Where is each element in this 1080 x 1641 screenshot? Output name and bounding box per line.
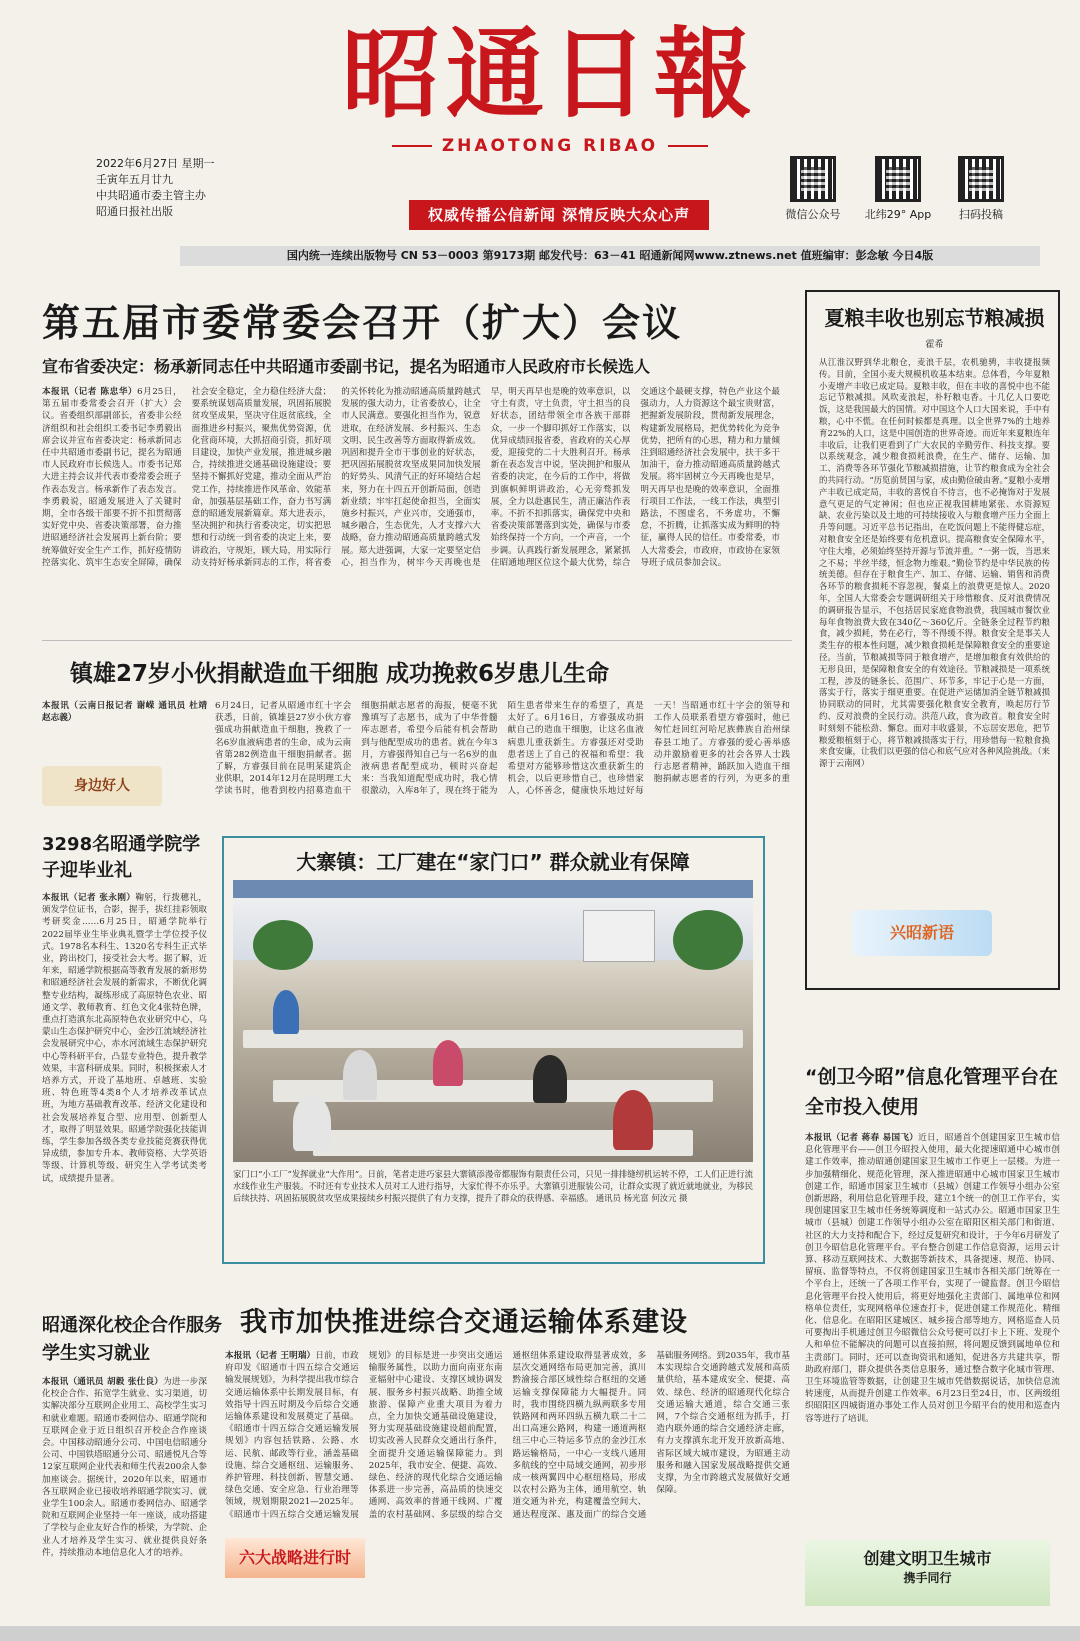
photo-caption: 家门口“小工厂”发挥就业“大作用”。日前，笔者走进巧家县大寨镇添漫帝都服饰有限责任公司，只见一排排缝纫机运转不停，工人们正进行流水线作业生产服装。不时还有专业技术人员对工人进行指导，大家忙得不亦乐乎。大寨镇引进服装公司，让群众实现了就近就地就业，为移民后续扶持、巩固拓展脱贫攻坚成果接续乡村振兴提供了有力支撑，提升了群众的获得感、幸福感。 通讯员 杨光富 何汝元 摄	[233, 1169, 753, 1204]
college-body	[42, 892, 207, 1232]
qr-label: 北纬29° App	[864, 208, 932, 221]
lead-body	[42, 386, 780, 626]
photo-worker	[613, 1090, 653, 1150]
lead-headline: 第五届市委常委会召开（扩大）会议	[42, 301, 683, 345]
platform-text: 近日，昭通首个创建国家卫生城市信息化管理平台——创卫今昭投入使用，最大化提速昭通中心城市创建工作效率，推动昭通创建国家卫生城市工作更上一层楼。为进一步加强精细化、规范化管理，深入推进昭通中心城市国家卫生城市创建工作，昭通市国家卫生城市（县城）创建工作领导小组办公室创新思路，利用信息化管理手段，建立1个统一的创卫工作平台，实现创建国家卫生城市任务统筹调度和一站式办公。昭通市国家卫生城市（县城）创建工作领导小组办公室在昭阳区相关部门和街道、社区的大力支持和配合下，经过反复研究和设计，于今年6月研发了创卫今昭信息化管理平台。平台整合创建工作信息资源，运用云计算、移动互联网技术、大数据等新技术，具备提速、规范、协同、留痕、监督等特点，不仅将创建国家卫生城市各相关部门统筹在一个平台上，还统一了各项工作平台，实现了一键监督。创卫今昭信息化管理平台投入使用后，将更好地强化主责部门、属地单位和网格单位责任，实现网格单位速查打卡，促进创建工作规范化、精细化、信息化。在昭阳区建城区、城乡接合部等地方，网格巡查人员可要掏出手机通过创卫今昭微信公众号便可以打卡上下班、发现个人和单位不能解决的问题可以直接拍照，将问题反馈到属地单位和主责部门。同时，还可以查询资讯和通知，促进各方共建共享，帮助政府部门，群众提供各类信息服务，通过整合数字化城市管理、卫生环境监管等数据，让创建卫生城市凭借数据说话，加快信息流转速度，从而提升创建工作效率。6月23日至24日，市、区两级组织昭阳区四城街道办事处工作人员对创卫今昭平台的使用和巡查内容等进行了培训。	[805, 1133, 1060, 1424]
platform-headline: “创卫今昭”信息化管理平台在全市投入使用	[805, 1066, 1058, 1118]
page-bottom-strip	[0, 1626, 1080, 1641]
slogan-banner: 权威传播公信新闻 深情反映大众心声	[409, 200, 709, 230]
issue-publisher: 昭通日报社出版	[96, 205, 173, 218]
photo-sign	[583, 910, 655, 962]
newspaper-title: 昭通日報	[341, 17, 758, 132]
factory-photo	[233, 880, 753, 1162]
hero-body: 6月24日，记者从昭通市红十字会获悉，日前，镇雄县27岁小伙方睿强成功捐献造血干细胞，挽救了一名6岁血液病患者的生命，成为云南省第282例造血干细胞捐献者。据了解，方睿强目前在昆明某建筑企业供职，2014年12月在昆明理工大学读书时，他看到校内招募造血干细胞捐献志愿者的海报，便毫不犹豫填写了志愿书，成为了中华骨髓库志愿者，希望今后能有机会帮助到与他配型成功的患者。就在今年3月，方睿强得知自己与一名6岁的血液病患者配型成功，顿时兴奋起来：当我知道配型成功时，我心情很激动，入库8年了，现在终于能为陌生患者带来生存的希望了，真是太好了。6月16日，方睿强成功捐献自己的造血干细胞，让这名血液病患儿重获新生。方睿强还对受助患者送上了自己的祝福和希望：我希望对方能够珍惜这次重获新生的机会，以后更珍惜自己，也珍惜家人，心怀善念，健康快乐地过好每一天！当昭通市红十字会的领导和工作人员联系看望方睿强时，他已匆忙赶回红河哈尼族彝族自治州绿春县工地了。方睿强的爱心善举感动并激励着更多的社会各界人士践行志愿者精神，踊跃加入造血干细胞捐献志愿者的行列，为更多的重	[215, 701, 790, 797]
banner-title: 创建文明卫生城市	[863, 1549, 992, 1568]
lead-subhead: 宣布省委决定：杨承新同志任中共昭通市委副书记，提名为昭通市人民政府市长候选人	[42, 357, 651, 376]
college-headline: 3298名昭通学院学子迎毕业礼	[42, 834, 201, 881]
lead-byline: 本报讯（记者 陈忠华）	[42, 387, 138, 397]
transport-byline: 本报讯（记者 王明瑞）	[225, 1351, 316, 1361]
qr-code-icon	[875, 156, 921, 202]
commentary-author: 霍希	[925, 340, 944, 350]
photo-worker	[343, 1050, 377, 1100]
platform-byline: 本报讯（记者 蒋春 易国飞）	[805, 1133, 919, 1143]
school-enterprise-text: 为进一步深化校企合作、拓宽学生就业、实习渠道，切实解决部分互联网企业用工、高校学生实习和就业难题。昭通市委网信办、昭通学院和互联网企业于近日组织召开校企合作座谈会。中国移动昭通分公司、中国电信昭通分公司、中国铁塔昭通分公司、昭通悦凡合等12家互联网企业代表和师生代表200余人参加座谈会。据统计，2020年以来，昭通市各互联网企业已接收培养昭通学院实习、就业学生100余人。昭通市委网信办、昭通学院和互联网企业坚持一年一座谈，成功搭建了学校与企业友好合作的桥梁，为学院、企业人才培养及学生实习、就业提供良好条件，持续推动本地信息化人才的培养。	[42, 1377, 207, 1558]
commentary-body: 从江淮汉野到华北粮仓，麦浪千层，农机驰骋，丰收捷报频传。目前，全国小麦大规模机收基本结束。总体看，今年夏粮小麦增产丰收已成定局。夏粮丰收，但在丰收的喜悦中也不能忘记节粮减损。风吹麦浪起，朴籽粮屯香。十几亿人口要吃饭，这是我国最大的国情。对中国这个人口大国来说，手中有粮，心中不慌。在任何时候都是真理。以全世界7%的土地养育22%的人口，这是中国创造的世界奇迹。而近年来夏粮连年丰收后，让我们更看到了广大农民的辛勤劳作、科技支撑。要以系统观念，减少粮食损耗浪费，在生产、储存、运输、加工、消费等各环节强化节粮减损措施，让节约粮食成为全社会的共同行动。“历览前贤国与家，成由勤俭破由奢。”夏粮小麦增产丰收已成定局，丰收的喜悦自不待言，也不必掩饰对于发展意气更足的气定神闲；但也应正视我国耕地紧张、水资源短缺、农业污染以及土地的可持续接收入与粮食增产压力全面上升等问题。习近平总书记指出，在吃饭问题上不能得健忘症，对粮食安全还是始终要有危机意识。提高粮食安全保障水平，守住大堆，必须始终坚持开源与节流并重。“一粥一饭，当思来之不易；半丝半缕，恒念物力维艰。”勤俭节约是中华民族的传统美德。但存在于粮食生产、加工、存储、运输、销售和消费各环节的粮食损耗不容忽视，餐桌上的浪费更是惊人。2020年，全国人大常委会专题调研组关于珍惜粮食、反对浪费情况的调研报告显示，不包括居民家庭食物浪费，我国城市餐饮业每年食物浪费大致在340亿～360亿斤。全链条全过程节约粮食，减少损耗，势在必行，等不得缓不得。粮食安全是事关人类生存的根本性问题，减少粮食损耗是保障粮食安全的重要途径。当前，节粮减损等同于粮食增产，是增加粮食有效供给的无形良田，是保障粮食安全的有效途径。节粮减损是一项系统工程，涉及的链条长、范围广、环节多，牢记于心是一方面，落实于行，落实于细更重要。在促进产运储加消全链节粮减损协同联动的同时，尤其需要强化粮食安全教育，唤起厉行节约、反对浪费的全民行动。洪范八政，食为政首。粮食安全时时刻刻不能松劲、懈怠。面对丰收盛景，不忘居安思危，把节粮爱粮植刻于心，将节粮减损落实于行，用珍惜每一粒粮食换来食安廉，让我们以更强的信心和底气应对各种风险挑战。（来源于云南网）	[819, 357, 1050, 769]
photo-tree	[253, 920, 313, 970]
qr-submit[interactable]	[946, 156, 1016, 222]
pinyin-rule-left	[392, 145, 432, 147]
photo-roof	[233, 880, 753, 898]
publication-info-bar: 国内统一连续出版物号 CN 53－0003 第9173期 邮发代号：63－41 昭通新闻网www.ztnews.net 值班编审：彭念敏 今日4版	[180, 246, 1040, 266]
banner-sub: 携手同行	[903, 1571, 952, 1585]
pinyin-text: ZHAOTONG RIBAO	[441, 136, 659, 156]
photo-worker	[293, 1095, 331, 1151]
photo-bench	[243, 1030, 743, 1048]
masthead	[340, 17, 760, 160]
commentary-headline: 夏粮丰收也别忘节粮减损	[824, 306, 1045, 330]
hero-badge: 身边好人	[42, 766, 162, 806]
qr-code-icon	[958, 156, 1004, 202]
qr-label: 扫码投稿	[959, 208, 1003, 221]
commentary-box	[805, 290, 1060, 990]
civilized-city-banner	[805, 1540, 1050, 1606]
qr-wechat[interactable]	[778, 156, 848, 222]
platform-body	[805, 1132, 1060, 1534]
transport-badge: 六大战略进行时	[225, 1538, 365, 1578]
issue-lunar: 壬寅年五月廿九	[96, 173, 173, 186]
school-enterprise-body	[42, 1376, 207, 1606]
qr-code-icon	[790, 156, 836, 202]
photo-worker	[533, 1055, 567, 1103]
qr-label: 微信公众号	[785, 208, 841, 221]
hero-byline-block	[42, 700, 207, 760]
issue-date: 2022年6月27日 星期一	[96, 157, 215, 170]
commentary-badge: 兴昭新语	[852, 910, 992, 956]
photo-worker	[273, 990, 299, 1034]
issue-info	[96, 156, 296, 220]
newspaper-pinyin	[340, 136, 760, 156]
school-enterprise-byline: 本报讯（通讯员 胡毅 张仕良）	[42, 1377, 164, 1387]
divider	[42, 640, 792, 641]
photo-worker	[433, 1040, 463, 1086]
college-text: 鞠躬，行拨穗礼，颁发学位证书，合影，握手，拔红挂彩领取考研奖金……6月25日，昭通学院举行2022届毕业生毕业典礼暨学士学位授予仪式。1978名本科生、1320名专科生正式毕业，跨出校门，接受社会大考。据了解，近年来，昭通学院根据高等教育发展的新形势和昭通经济社会发展的新需求，不断优化调整专业结构，凝练形成了高原特色农业、昭通文学、教师教育、红色文化4张特色牌，重点打造滇东北高原特色农业研究中心，乌蒙山生态保护研究中心，金沙江流域经济社会发展研究中心，赤水河流域生态保护研究中心等科研平台，凸显专业特色，提升教学效果，丰富科研成果。同时，积极探索人才培养方式，开设了基地班、卓越班、实验班、特色班等4类8个人才培养改革试点班，为地方基础教育改革、经济文化建设和社会发展培养复合型、应用型、创新型人才，取得了明显效果。昭通学院强化技能训练，学生参加各级各类专业技能竞赛获得优异成绩，参加专升本、教师资格、大学英语等级、计算机等级、研究生入学考试类考试，成绩提升显著。	[42, 893, 207, 1184]
photo-story-headline: 大寨镇：工厂建在“家门口” 群众就业有保障	[296, 850, 690, 874]
college-byline: 本报讯（记者 张永刚）	[42, 893, 136, 903]
transport-headline: 我市加快推进综合交通运输体系建设	[240, 1307, 688, 1338]
issue-sponsor: 中共昭通市委主管主办	[96, 189, 206, 202]
lead-text: 6月25日，第五届市委常委会召开（扩大）会议。省委组织部副部长，省委非公经济组织和社会组织工委书记李勇毅出席会议并宣布省委决定：杨承新同志任中共昭通市委副书记，提名为昭通市人民政府市长候选人。市委书记郑大进主持会议并代表市委常委会班子作表态发言。杨承新作了表态发言。李勇毅说，昭通发展进入了关键时期，全市各级干部要不折不扣贯彻落实好党中央、省委决策部署，奋力推进昭通经济社会发展再上新台阶；要统筹做好安全生产工作，抓好疫情防控落实化、筑牢生态安全屏障，确保社会安全稳定，全力稳住经济大盘；要系统谋划高质量发展，巩固拓展脱贫攻坚成果，坚决守住返贫底线，全面推进乡村振兴，聚焦优势资源，优化营商环境，大抓招商引资，抓好项目建设，加快产业发展，推进城乡融合，持续推进交通基础设施建设；要坚持不懈抓好党建，推动全面从严治党工作，持续推进作风革命、效能革命，加强基层基础工作，奋力书写满意的昭通发展新篇章。郑大进表示，坚决拥护和执行省委决定，切实把思想和行动统一到省委的决定上来，要讲政治，守规矩，顾大局，用实际行动支持好杨承新同志的工作，将省委的关怀转化为推动昭通高质量跨越式发展的强大动力，让省委放心，让全市人民满意。要强化担当作为，锐意进取，在经济发展、乡村振兴、生态文明、民生改善等方面取得新成效。巩固和提升全市干事创业的好状态，把巩固拓展脱贫攻坚成果同加快发展的好势头、风清气正的好环境结合起来，努力在十四五开创新局面，创造新业绩；牢牢扛起使命担当，全面实施乡村振兴，产业兴市，交通强市，城乡融合，生态优先，人才支撑六大战略，奋力推动昭通高质量跨越式发展。郑大进强调，大家一定要坚定信心，担当作为，树牢今天再晚也是早，明天再早也是晚的效率意识，以守土有责，守土负责，守土担当的良好状态，团结带领全市各族干部群众，一步一个脚印抓好工作落实，以优异成绩回报省委，省政府的关心厚爱，迎接党的二十大胜利召开。杨承新在表态发言中说，坚决拥护和服从省委的决定，在今后的工作中，将做到旗帜鲜明讲政治，心无旁骛抓发展，全力以赴惠民生，清正廉洁作表率。不折不扣抓落实，确保党中央和省委决策部署落到实处，确保与市委始终保持一个方向，一个声音，一个步调。认真践行新发展理念，紧紧抓住昭通地理区位这个最大优势，综合交通这个最硬支撑，特色产业这个最强动力，人力资源这个最宝贵财富，把握新发展阶段，贯彻新发展理念，构建新发展格局，把优势转化为竞争优势，把所有的心思，精力和力量倾注到昭通经济社会发展中，扶干多干加油干，奋力推动昭通高质量跨越式发展。将牢固树立今天再晚也是早，明天再早也是晚的效率意识，全面推行项目工作法，一线工作法，典型引路法，不图虚名，不务虚功，不懈怠，不折腾，让抓落实成为鲜明的特征，赢得人民的信任。市委常委，市人大常委会，市政府，市政协在家领导班子成员参加会议。	[42, 387, 780, 568]
hero-headline: 镇雄27岁小伙捐献造血干细胞 成功挽救6岁患儿生命	[70, 661, 610, 687]
hero-byline: 本报讯（云南日报记者 谢嵘 通讯员 杜靖 赵志義）	[42, 701, 207, 724]
hero-lead-block	[42, 700, 207, 820]
pinyin-rule-right	[668, 145, 708, 147]
qr-app[interactable]	[863, 156, 933, 222]
photo-tree	[673, 910, 743, 970]
school-enterprise-headline: 昭通深化校企合作服务学生实习就业	[42, 1315, 222, 1364]
transport-text: 日前，市政府印发《昭通市十四五综合交通运输发展规划》，为科学提出我市综合交通运输体系中长期发展目标，有效指导十四五时期及今后综合交通运输体系建设和发展奠定了基础。《昭通市十四五综合交通运输发展规划》内容包括铁路、公路、水运、民航、邮政等行业，涵盖基础设施、综合交通枢纽、运输服务、养护管理、科技创新、智慧交通、绿色交通、安全应急、行业治理等领域，规划期限2021—2025年。《昭通市十四五综合交通运输发展规划》的目标是进一步突出交通运输服务属性，以助力面向南亚东南亚辐射中心建设、支撑区域协调发展、服务乡村振兴战略、助推全域旅游、保障产业重大项目为着力点，全力加快交通基础设施建设，努力实现基础设施建设超前配置，切实改善人民群众交通出行条件，全面提升交通运输保障能力。到2025年，我市安全、便捷、高效、绿色、经济的现代化综合交通运输体系进一步完善，高品质的快速交通网、高效率的普通干线网、广覆盖的农村基础网、多层级的综合交通枢纽体系建设取得显著成效，多层次交通网络布局更加完善，滇川黔渝接合部区域性综合枢纽的交通运输支撑保障能力大幅提升。同时，我市围绕四横九纵两联多专用铁路网和两环四纵五横九联二十二出口高速公路网，构建一通道两枢纽三中心三特运多节点的金沙江水路运输格局，一中心一支线八通用多航线的空中局域交通网，初步形成一核两翼四中心枢纽格局，形成以农村公路为主体，通用航空、轨道交通为补充，构建覆盖空间大、通达程度深、惠及面广的综合交通基础服务网络。到2035年，我市基本实现综合交通跨越式发展和高质量供给，基本建成安全、便捷、高效、绿色、经济的昭通现代化综合交通运输大通道，综合交通三张网，7个综合交通枢纽为抓手，打造内联外通的综合交通经济走廊，有力支撑滇东北开发开放新高地、省际区域大城市建设，为昭通主动服务和融入国家发展战略提供交通支撑，为全市跨越式发展做好交通保障。	[225, 1351, 790, 1520]
